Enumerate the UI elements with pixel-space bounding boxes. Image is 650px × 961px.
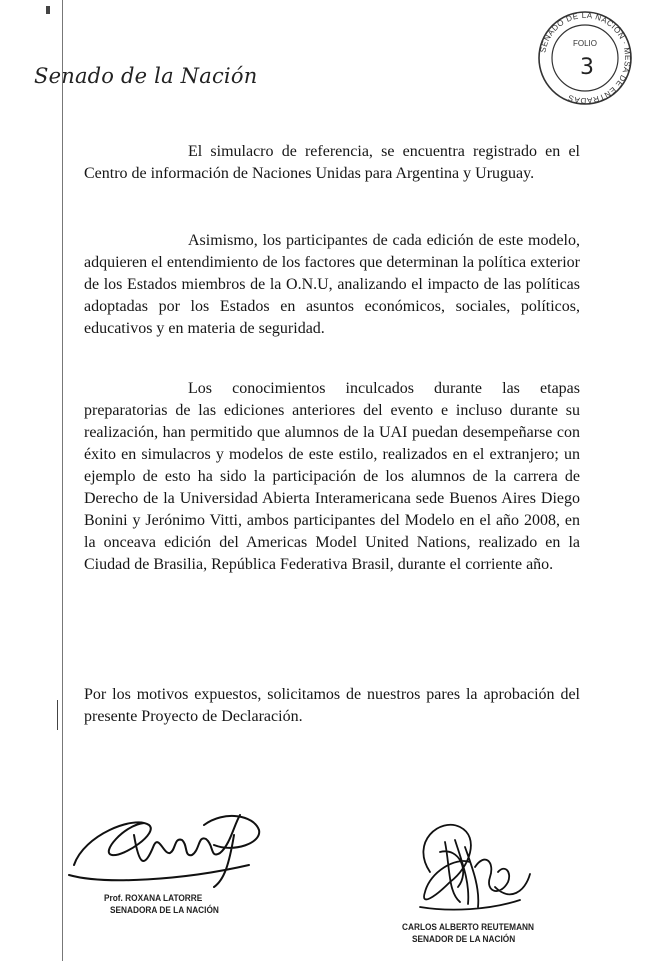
- stamp-ring-text: SENADO DE LA NACIÓN · MESA DE ENTRADAS: [538, 10, 633, 106]
- signatory-left-title: SENADORA DE LA NACIÓN: [110, 905, 219, 915]
- paragraph-participants: Asimismo, los participantes de cada edición de este modelo, adquieren el entendimiento de los factores que determinan la política exterior de los Estados miembros de la O.N.U, analizando el impacto de las políticas adoptadas por los Estados en asuntos económicos, sociales, políticos, educativos y en materia de seguridad.: [84, 232, 580, 337]
- paragraph-knowledge: Los conocimientos inculcados durante las etapas preparatorias de las ediciones anteriores del evento e incluso durante su realización, han permitido que alumnos de la UAI puedan desempeñarse con éxito en simulacros y modelos de este estilo, realizados en el extranjero; un ejemplo de esto ha sido la participación de los alumnos de la carrera de Derecho de la Universidad Abierta Interamericana sede Buenos Aires Diego Bonini y Jerónimo Vitti, ambos participantes del Modelo en el año 2008, en la onceava edición del Americas Model United Nations, realizado en la Ciudad de Brasilia, República Federativa Brasil, durante el corriente año.: [84, 380, 580, 573]
- stamp-folio-label: FOLIO: [572, 39, 598, 48]
- signatory-right-title: SENADOR DE LA NACIÓN: [412, 934, 516, 944]
- signatory-right-name: CARLOS ALBERTO REUTEMANN: [402, 922, 535, 932]
- margin-rule: [62, 0, 63, 961]
- margin-mark: [57, 700, 58, 730]
- signatory-left-name: Prof. ROXANA LATORRE: [104, 893, 203, 903]
- signature-left: [64, 795, 274, 890]
- paragraph-request: Por los motivos expuestos, solicitamos de nuestros pares la aprobación del presente Proyecto de Declaración.: [84, 686, 580, 725]
- signature-right: [400, 812, 535, 922]
- punch-mark: [46, 6, 50, 14]
- folio-stamp: [535, 8, 635, 108]
- letterhead-title: Senado de la Nación: [34, 64, 258, 88]
- stamp-folio-number: 3: [580, 55, 594, 80]
- paragraph-registration: El simulacro de referencia, se encuentra registrado en el Centro de información de Naciones Unidas para Argentina y Uruguay.: [84, 143, 580, 182]
